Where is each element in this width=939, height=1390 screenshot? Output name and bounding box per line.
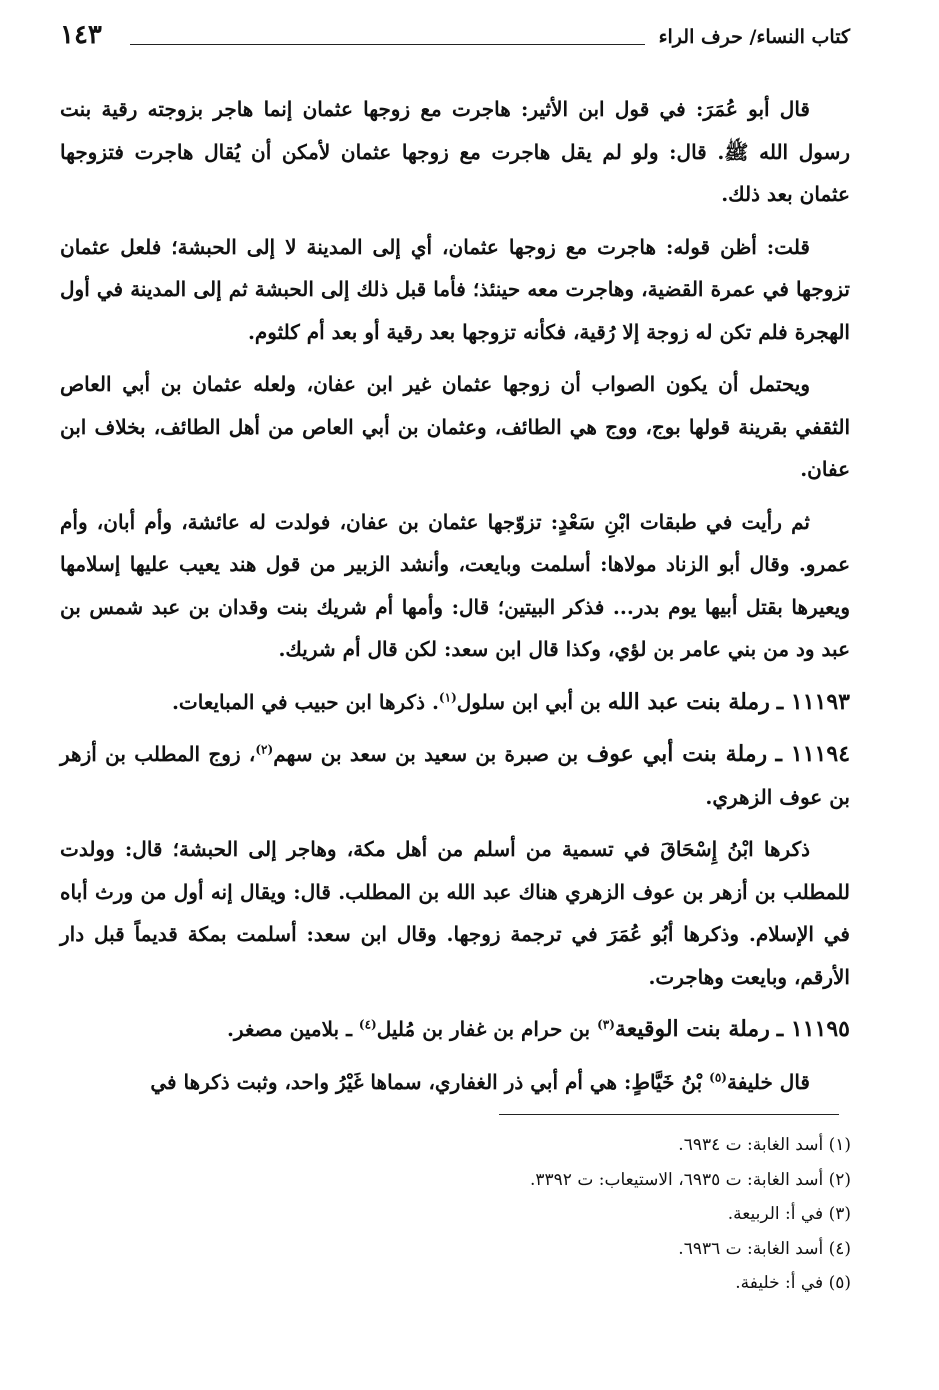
entry-number: ١١١٩٣ ـ <box>776 688 850 715</box>
footnote-1: (١) أسد الغابة: ت ٦٩٣٤. <box>678 1135 851 1155</box>
footnote-4: (٤) أسد الغابة: ت ٦٩٣٦. <box>678 1238 851 1259</box>
entry-11194 <box>60 733 850 818</box>
entry-text: ، زوج المطلب بن أزهر بن عوف الزهري. <box>60 742 850 809</box>
entry-text: . ذكرها ابن حبيب في المبايعات. <box>171 689 439 714</box>
entry-text: بن أبي ابن سلول <box>456 689 608 714</box>
entry-text: ـ بلامين مصغر. <box>226 1017 359 1041</box>
running-title: كتاب النساء/ حرف الراء <box>658 26 850 48</box>
entry-number: ١١١٩٥ ـ <box>776 1016 850 1042</box>
footnotes <box>251 1128 851 1301</box>
paragraph-4: ثم رأيت في طبقات ابْنِ سَعْدٍ: تزوّجها عثمان بن عفان، فولدت له عائشة، وأم أبان، وأم عمرو. وقال أبو الزناد مولاها: أسلمت وبايعت، وأنشد الزبير من قول هند يعيب عليها إسلامها ويعيرها بقتل أبيها يوم بدر... فذكر البيتين؛ قال: وأمها أم شريك بنت وقدان بن عبد شمس بن عبد ود من بني عامر بن لؤي، وكذا قال ابن سعد: لكن قال أم شريك. <box>60 509 850 661</box>
footnote-5: (٥) في أ: خليفة. <box>735 1273 851 1293</box>
footnote-rule <box>499 1114 839 1115</box>
paragraph-text: قال خليفة <box>726 1069 810 1094</box>
footnote-ref-4: (٤) <box>358 1017 377 1032</box>
entry-11193 <box>60 681 850 724</box>
header-rule <box>130 44 645 45</box>
paragraph-text: بْنُ خَيَّاطٍ: هي أم أبي ذر الغفاري، سماها غَيْرُ واحد، وثبت ذكرها في <box>150 1069 710 1094</box>
paragraph-3: ويحتمل أن يكون الصواب أن زوجها عثمان غير ابن عفان، ولعله عثمان بن أبي العاص الثقفي بقرينة قولها بوج، ووج هي الطائف، وعثمان بن أبي العاص من أهل الطائف، بخلاف ابن عفان. <box>60 372 850 481</box>
footnote-ref-3: (٣) <box>597 1017 615 1032</box>
footnote-ref-1: (١) <box>438 689 457 704</box>
paragraph-5: ذكرها ابْنُ إِسْحَاقَ في تسمية من أسلم من أهل مكة، وهاجر إلى الحبشة؛ قال: وولدت للمطلب بن أزهر بن عوف الزهري هناك عبد الله بن المطلب. قال: ويقال إنه أول من ورث أباه في الإسلام. وذكرها أبُو عُمَرَ في ترجمة زوجها. وقال ابن سعد: أسلمت بمكة قديماً قبل دار الأرقم، وبايعت وهاجرت. <box>60 837 850 989</box>
page-number: ١٤٣ <box>60 20 102 50</box>
paragraph-1: قال أبو عُمَرَ: في قول ابن الأثير: هاجرت مع زوجها عثمان إنما هاجر بزوجته رقية بنت رسول الله ﷺ. قال: ولو لم يقل هاجرت مع زوجها عثمان لأمكن أن يُقال هاجرت فتزوجها عثمان بعد ذلك. <box>60 97 850 206</box>
paragraph-2: قلت: أظن قوله: هاجرت مع زوجها عثمان، أي إلى المدينة لا إلى الحبشة؛ فلعل عثمان تزوجها في عمرة القضية، وهاجرت معه حينئذ؛ فأما قبل ذلك إلى الحبشة ثم إلى المدينة في أول الهجرة فلم تكن له زوجة إلا رُقية، فكأنه تزوجها بعد رقية أو بعد أم كلثوم. <box>60 234 850 344</box>
entry-name: رملة بنت الوقيعة <box>614 1016 770 1042</box>
entry-text: بن صبرة بن سعيد بن سعد بن سهم <box>273 742 587 766</box>
entry-name: رملة بنت أبي عوف <box>586 741 768 767</box>
footnote-ref-5: (٥) <box>709 1069 727 1084</box>
main-text <box>60 88 850 1113</box>
entry-name: رملة بنت عبد الله <box>607 688 770 715</box>
entry-text: بن حرام بن غفار بن مُليل <box>376 1017 598 1041</box>
page-header <box>60 18 850 58</box>
footnote-ref-2: (٢) <box>255 742 274 757</box>
footnote-2: (٢) أسد الغابة: ت ٦٩٣٥، الاستيعاب: ت ٣٣٩٢. <box>530 1169 851 1190</box>
entry-number: ١١١٩٤ ـ <box>775 741 851 767</box>
entry-11195 <box>60 1008 850 1051</box>
footnote-3: (٣) في أ: الربيعة. <box>727 1204 851 1224</box>
paragraph-6 <box>60 1061 850 1104</box>
